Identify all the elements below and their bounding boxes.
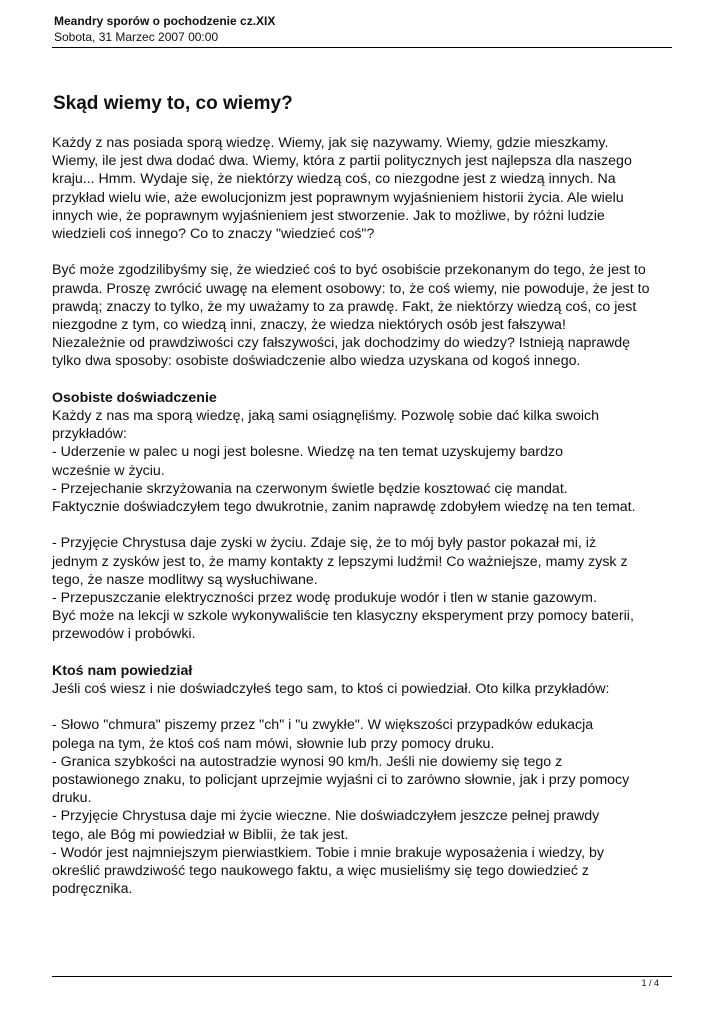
body-line: - Wodór jest najmniejszym pierwiastkiem. Tobie i mnie brakuje wyposażenia i wiedzy, by [52, 844, 604, 861]
blank-line [52, 243, 677, 261]
body-line: - Przepuszczanie elektryczności przez wodę produkuje wodór i tlen w stanie gazowym. [52, 590, 597, 607]
page-header [54, 14, 672, 45]
blank-line [52, 644, 677, 662]
body-line: Niezależnie od prawdziwości czy fałszywości, jak dochodzimy do wiedzy? Istnieją naprawdę [52, 335, 631, 352]
body-line: - Słowo "chmura" piszemy przez "ch" i "u zwykłe". W większości przypadków edukacja [52, 717, 594, 734]
body-line: kraju... Hmm. Wydaje się, że niektórzy wiedzą coś, co niezgodne jest z wiedzą innych. Na [52, 171, 616, 188]
section-heading: Osobiste doświadczenie [52, 389, 217, 406]
body-line: przykład wielu wie, aże ewolucjonizm jest poprawnym wyjaśnieniem historii życia. Ale wielu [52, 189, 624, 206]
body-line: wiedzieli coś innego? Co to znaczy "wiedzieć coś"? [52, 226, 375, 243]
body-line: tego, że nasze modlitwy są wysłuchiwane. [52, 571, 318, 588]
body-line: podręcznika. [52, 881, 133, 898]
footer-divider [52, 976, 672, 977]
body-line: wcześnie w życiu. [52, 462, 165, 479]
page-number: 1 / 4 [641, 978, 659, 988]
document-date: Sobota, 31 Marzec 2007 00:00 [54, 30, 219, 44]
body-line: prawdą; znaczy to tylko, że my uważamy to za prawdę. Fakt, że niektórzy wiedzą coś, co jest [52, 298, 637, 315]
body-line: tego, ale Bóg mi powiedział w Biblii, że tak jest. [52, 826, 349, 843]
blank-line [52, 516, 677, 534]
body-line: określić prawdziwość tego naukowego faktu, a więc musieliśmy się tego dowiedzieć z [52, 863, 590, 880]
body-line: - Przyjęcie Chrystusa daje zyski w życiu. Zdaje się, że to mój były pastor pokazał mi, iż [52, 535, 597, 552]
body-line: innych wie, że poprawnym wyjaśnieniem jest stworzenie. Jak to możliwe, by różni ludzie [52, 207, 605, 224]
body-line: tylko dwa sposoby: osobiste doświadczenie albo wiedza uzyskana od kogoś innego. [52, 353, 581, 370]
body-line: Każdy z nas ma sporą wiedzę, jaką sami osiągnęliśmy. Pozwolę sobie dać kilka swoich [52, 408, 599, 425]
body-line: prawda. Proszę zwrócić uwagę na element osobowy: to, że coś wiemy, nie powoduje, że jest to [52, 280, 650, 297]
body-line: - Granica szybkości na autostradzie wynosi 90 km/h. Jeśli nie dowiemy się tego z [52, 753, 563, 770]
section-heading: Ktoś nam powiedział [52, 662, 193, 679]
blank-line [52, 371, 677, 389]
body-line: Jeśli coś wiesz i nie doświadczyłeś tego sam, to ktoś ci powiedział. Oto kilka przykładów: [52, 681, 610, 698]
body-line: przykładów: [52, 426, 127, 443]
body-line: - Przyjęcie Chrystusa daje mi życie wieczne. Nie doświadczyłem jeszcze pełnej prawdy [52, 808, 600, 825]
body-line: - Przejechanie skrzyżowania na czerwonym świetle będzie kosztować cię mandat. [52, 480, 568, 497]
body-line: polega na tym, że ktoś coś nam mówi, słownie lub przy pomocy druku. [52, 735, 495, 752]
body-line: jednym z zysków jest to, że mamy kontakty z lepszymi ludźmi! Co ważniejsze, mamy zysk z [52, 553, 628, 570]
header-divider [52, 47, 672, 48]
body-line: Być może zgodzilibyśmy się, że wiedzieć coś to być osobiście przekonanym do tego, że jest to [52, 262, 646, 279]
blank-line [52, 698, 677, 716]
body-line: Wiemy, ile jest dwa dodać dwa. Wiemy, która z partii politycznych jest najlepsza dla naszego [52, 153, 632, 170]
body-line: Faktycznie doświadczyłem tego dwukrotnie, zanim naprawdę zdobyłem wiedzę na ten temat. [52, 499, 636, 516]
body-line: niezgodne z tym, co wiedzą inni, znaczy, że wiedza niektórych osób jest fałszywa! [52, 317, 566, 334]
body-line: przewodów i probówki. [52, 626, 196, 643]
document-title: Meandry sporów o pochodzenie cz.XIX [54, 14, 276, 28]
body-line: Być może na lekcji w szkole wykonywaliście ten klasyczny eksperyment przy pomocy baterii, [52, 608, 634, 625]
article-title: Skąd wiemy to, co wiemy? [53, 93, 293, 114]
body-line: postawionego znaku, to policjant uprzejmie wyjaśni ci to zarówno słownie, jak i przy pomocy [52, 772, 630, 789]
body-line: - Uderzenie w palec u nogi jest bolesne. Wiedzę na ten temat uzyskujemy bardzo [52, 444, 564, 461]
body-line: druku. [52, 790, 92, 807]
article-body [52, 134, 677, 898]
body-line: Każdy z nas posiada sporą wiedzę. Wiemy, jak się nazywamy. Wiemy, gdzie mieszkamy. [52, 135, 609, 151]
